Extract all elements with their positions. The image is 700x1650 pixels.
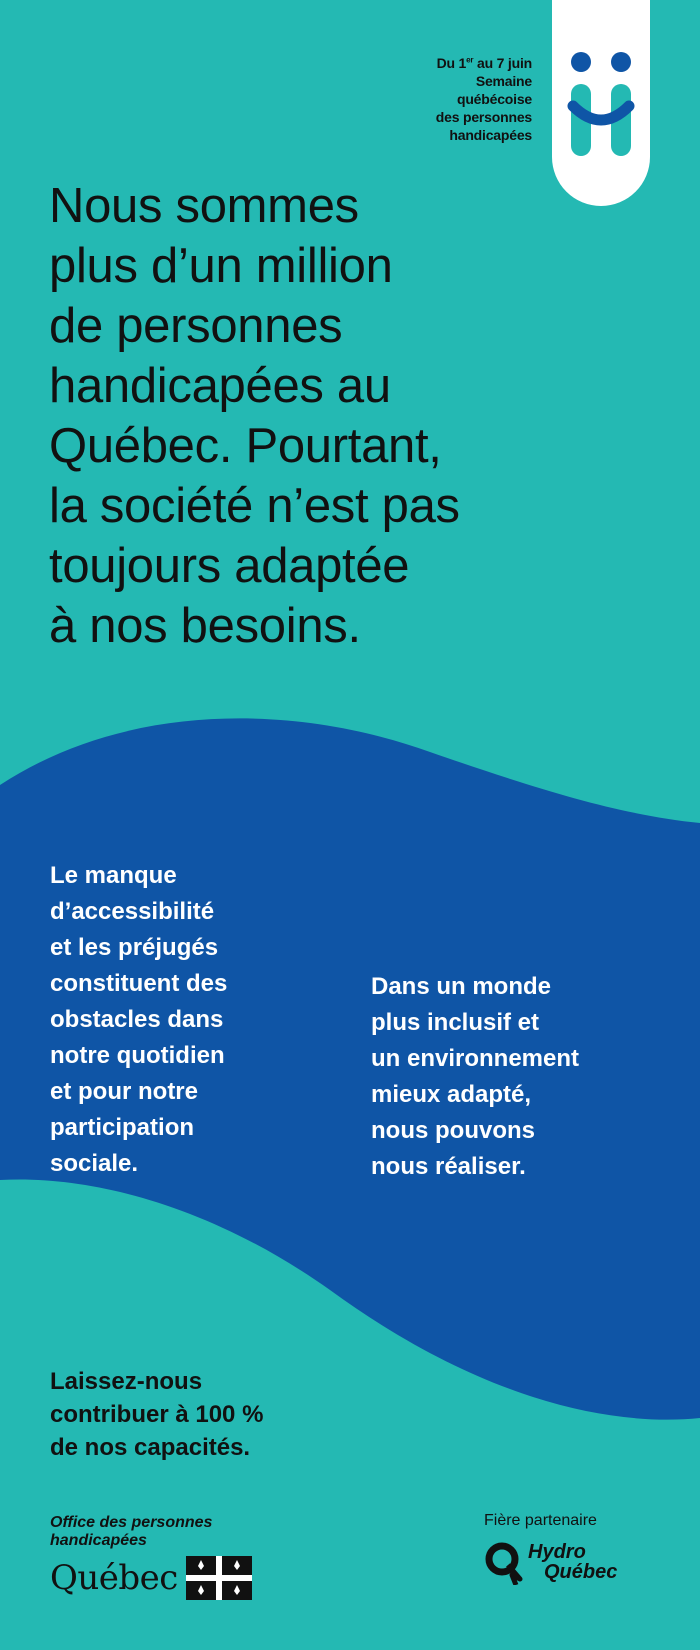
paragraph-line: Le manque xyxy=(50,862,177,889)
right-paragraph xyxy=(371,969,579,1185)
paragraph-line: Dans un monde xyxy=(371,973,552,1000)
headline-line: Québec. Pourtant, xyxy=(49,419,442,473)
event-line: des personnes xyxy=(435,109,532,125)
office-logo xyxy=(50,1514,252,1600)
event-info xyxy=(436,54,532,144)
partner-block xyxy=(484,1511,617,1585)
headline-line: de personnes xyxy=(49,299,343,353)
paragraph-line: nous pouvons xyxy=(371,1117,535,1144)
headline-line: plus d’un million xyxy=(49,239,393,293)
paragraph-line: nous réaliser. xyxy=(371,1153,526,1180)
headline-line: à nos besoins. xyxy=(49,599,361,653)
smiley-h-logo-icon xyxy=(567,48,635,158)
event-line: québécoise xyxy=(456,91,532,107)
office-name xyxy=(50,1514,252,1550)
paragraph-line: constituent des xyxy=(50,970,228,997)
left-paragraph xyxy=(50,858,227,1182)
hydro-quebec-logo-icon xyxy=(484,1539,524,1585)
paragraph-line: participation xyxy=(50,1114,195,1141)
event-date: Du 1er au 7 juin xyxy=(436,55,532,71)
paragraph-line: plus inclusif et xyxy=(371,1009,540,1036)
partner-name xyxy=(528,1542,617,1582)
quebec-signature xyxy=(50,1556,252,1600)
paragraph-line: et pour notre xyxy=(50,1078,198,1105)
hydro-quebec-logo xyxy=(484,1539,617,1585)
headline-line: handicapées au xyxy=(49,359,391,413)
closing-line: contribuer à 100 % xyxy=(50,1401,264,1428)
fleurdelise-flag-icon xyxy=(186,1556,252,1600)
closing-line: Laissez-nous xyxy=(50,1368,203,1395)
event-line: Semaine xyxy=(475,73,532,89)
office-name-line: handicapées xyxy=(50,1532,147,1549)
partner-label: Fière partenaire xyxy=(484,1512,597,1529)
paragraph-line: d’accessibilité xyxy=(50,898,215,925)
quebec-wordmark: Québec xyxy=(50,1558,178,1598)
headline-line: Nous sommes xyxy=(49,179,359,233)
partner-name-line: Québec xyxy=(544,1561,618,1583)
paragraph-line: et les préjugés xyxy=(50,934,219,961)
headline xyxy=(49,176,609,656)
office-name-line: Office des personnes xyxy=(50,1514,213,1531)
paragraph-line: obstacles dans xyxy=(50,1006,224,1033)
closing-line: de nos capacités. xyxy=(50,1434,251,1461)
paragraph-line: notre quotidien xyxy=(50,1042,225,1069)
paragraph-line: sociale. xyxy=(50,1150,139,1177)
paragraph-line: un environnement xyxy=(371,1045,580,1072)
headline-line: la société n’est pas xyxy=(49,479,460,533)
event-line: handicapées xyxy=(449,127,532,143)
headline-line: toujours adaptée xyxy=(49,539,410,593)
paragraph-line: mieux adapté, xyxy=(371,1081,532,1108)
partner-name-line: Hydro xyxy=(528,1541,586,1563)
closing-statement xyxy=(50,1365,263,1464)
